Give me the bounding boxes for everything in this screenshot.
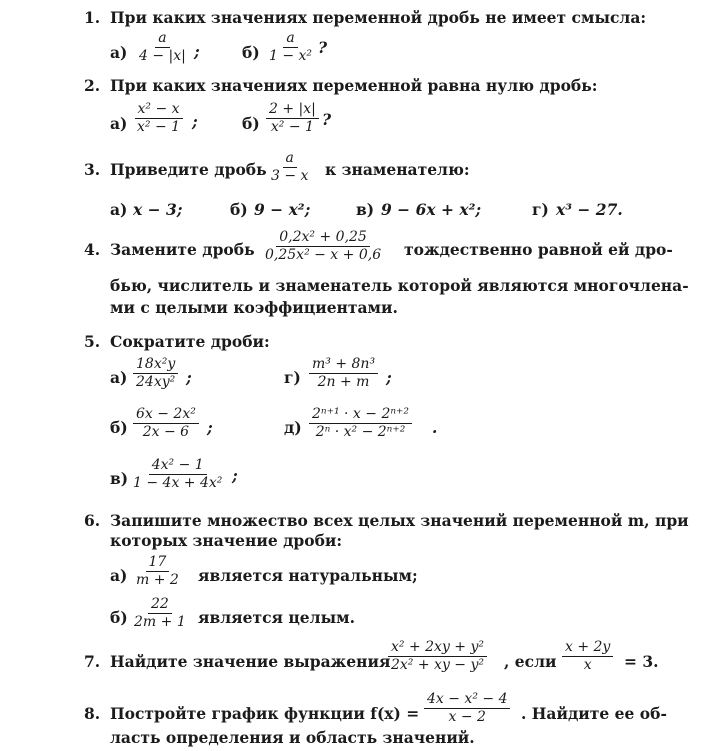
problem-text: Постройте график функции f(x) =: [110, 704, 420, 723]
problem-text: , если: [504, 652, 557, 671]
problem-number: 4.: [84, 240, 101, 259]
item-label: а): [110, 200, 128, 219]
fraction: [266, 102, 319, 136]
item-label: в): [356, 200, 375, 219]
denominator: 2ⁿ · x² − 2ⁿ⁺²: [315, 424, 406, 441]
problem-number: 8.: [84, 704, 101, 723]
item-label: г): [284, 368, 301, 387]
numerator: a: [155, 31, 169, 48]
item-text: является целым.: [198, 608, 355, 627]
fraction: [136, 31, 189, 65]
numerator: 0,2x² + 0,25: [276, 230, 370, 247]
fraction: [424, 692, 510, 726]
denominator: 2x − 6: [142, 424, 190, 441]
problem-number: 3.: [84, 160, 101, 179]
expression: 9 − 6x + x²;: [381, 200, 482, 219]
item-text: является натуральным;: [198, 566, 418, 585]
fraction: [133, 555, 182, 589]
numerator: a: [283, 31, 297, 48]
denominator: m + 2: [136, 572, 179, 589]
denominator: x − 2: [448, 709, 486, 726]
problem-text-line: ми с целыми коэффициентами.: [110, 298, 398, 317]
denominator: 2x² + xy − y²: [391, 657, 485, 674]
denominator: 24xy²: [136, 374, 176, 391]
item-label: а): [110, 566, 128, 585]
item-label: б): [110, 608, 128, 627]
numerator: m³ + 8n³: [309, 357, 378, 374]
expression: 9 − x²;: [254, 200, 311, 219]
denominator: 4 − |x|: [139, 48, 186, 65]
numerator: x² − x: [135, 102, 183, 119]
fraction: [562, 640, 613, 674]
problem-text: Приведите дробь: [110, 160, 267, 179]
problem-text-line: Запишите множество всех целых значений переменной m, при: [110, 511, 689, 530]
problem-number: 1.: [84, 8, 101, 27]
punctuation: .: [432, 418, 438, 437]
fraction: [133, 357, 178, 391]
punctuation: ?: [318, 38, 328, 57]
fraction: [388, 640, 487, 674]
fraction: [134, 102, 183, 136]
numerator: 17: [146, 555, 170, 572]
fraction: [266, 31, 315, 65]
item-label: г): [532, 200, 549, 219]
problem-text: Найдите значение выражения: [110, 652, 391, 671]
problem-number: 7.: [84, 652, 101, 671]
denominator: x² − 1: [270, 119, 314, 136]
item-label: б): [230, 200, 248, 219]
problem-text: Замените дробь: [110, 240, 255, 259]
fraction: [268, 151, 311, 185]
numerator: a: [283, 151, 297, 168]
problem-text: к знаменателю:: [325, 160, 470, 179]
numerator: 22: [148, 597, 172, 614]
numerator: 2ⁿ⁺¹ · x − 2ⁿ⁺²: [309, 407, 412, 424]
problem-text-line: которых значение дроби:: [110, 531, 343, 550]
problem-text: Сократите дроби:: [110, 332, 270, 351]
punctuation: ?: [322, 110, 332, 129]
item-label: в): [110, 469, 129, 488]
punctuation: ;: [207, 418, 213, 437]
punctuation: ;: [194, 42, 200, 61]
denominator: 3 − x: [271, 168, 309, 185]
item-label: б): [110, 418, 128, 437]
numerator: 6x − 2x²: [133, 407, 199, 424]
problem-text: . Найдите ее об-: [521, 704, 667, 723]
expression: x − 3;: [133, 200, 183, 219]
problem-number: 6.: [84, 511, 101, 530]
fraction: [309, 357, 378, 391]
punctuation: ;: [386, 368, 392, 387]
problem-number: 2.: [84, 76, 101, 95]
numerator: 4x − x² − 4: [424, 692, 510, 709]
fraction: [131, 597, 189, 631]
denominator: 1 − 4x + 4x²: [133, 475, 223, 492]
item-label: б): [242, 43, 260, 62]
fraction: [309, 407, 412, 441]
denominator: 2m + 1: [134, 614, 186, 631]
punctuation: ;: [192, 112, 198, 131]
problem-text: При каких значениях переменной дробь не имеет смысла:: [110, 8, 647, 27]
denominator: 0,25x² − x + 0,6: [265, 247, 382, 264]
denominator: x² − 1: [137, 119, 181, 136]
problem-text: = 3.: [624, 652, 659, 671]
item-label: а): [110, 368, 128, 387]
numerator: 18x²y: [133, 357, 178, 374]
denominator: 2n + m: [317, 374, 370, 391]
item-label: б): [242, 114, 260, 133]
denominator: 1 − x²: [269, 48, 313, 65]
problem-text-line: ласть определения и область значений.: [110, 728, 475, 747]
expression: x³ − 27.: [556, 200, 623, 219]
fraction: [130, 458, 225, 492]
problem-text-line: бью, числитель и знаменатель которой являются многочлена-: [110, 276, 689, 295]
punctuation: ;: [186, 368, 192, 387]
fraction: [262, 230, 384, 264]
numerator: 4x² − 1: [149, 458, 207, 475]
problem-number: 5.: [84, 332, 101, 351]
fraction: [133, 407, 199, 441]
problem-text: При каких значениях переменной равна нулю дробь:: [110, 76, 598, 95]
item-label: а): [110, 43, 128, 62]
item-label: а): [110, 114, 128, 133]
numerator: x² + 2xy + y²: [388, 640, 487, 657]
item-label: д): [284, 418, 302, 437]
numerator: x + 2y: [562, 640, 613, 657]
problem-text: тождественно равной ей дро-: [404, 240, 673, 259]
numerator: 2 + |x|: [266, 102, 319, 119]
punctuation: ;: [232, 466, 238, 485]
denominator: x: [583, 657, 592, 674]
